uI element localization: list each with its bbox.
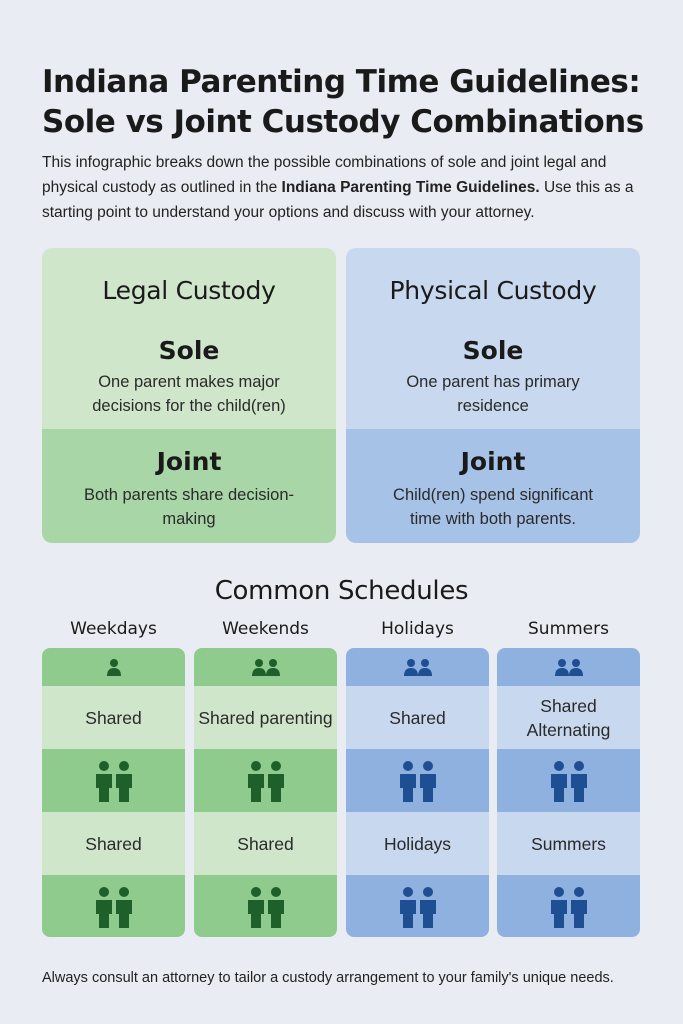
single-person-icon [106,658,122,676]
weekdays-top-icon-band [42,648,185,686]
legal-custody-title: Legal Custody [102,276,276,305]
physical-sole-title: Sole [462,336,524,365]
weekends-row-2: Shared [194,812,337,875]
weekends-column [194,648,337,937]
weekdays-column [42,648,185,937]
holidays-column [346,648,489,937]
two-people-icon [404,658,432,676]
weekdays-row-2: Shared [42,812,185,875]
legal-custody-panel [42,248,336,543]
holidays-row-2: Holidays [346,812,489,875]
weekends-icon-band-1 [194,749,337,812]
page-title [42,62,662,142]
two-people-icon [94,760,134,802]
physical-joint-section [346,429,640,543]
weekdays-icon-band-2 [42,875,185,937]
legal-sole-section [42,248,336,429]
title-line-1: Indiana Parenting Time Guidelines: [42,64,641,100]
weekdays-header: Weekdays [70,619,157,639]
common-schedules-title: Common Schedules [214,576,469,606]
two-people-icon [246,760,286,802]
legal-joint-title: Joint [156,447,222,476]
physical-custody-panel [346,248,640,543]
two-people-icon [549,886,589,928]
two-people-icon [398,760,438,802]
two-people-icon [94,886,134,928]
holidays-row-1: Shared [346,686,489,749]
holidays-header: Holidays [381,619,454,639]
two-people-icon [246,886,286,928]
physical-sole-description: One parent has primary residence [406,373,580,415]
weekends-row-1: Shared parenting [194,686,337,749]
legal-sole-description: One parent makes major decisions for the child(ren) [92,373,286,415]
holidays-top-icon-band [346,648,489,686]
two-people-icon [398,886,438,928]
intro-text-1: This infographic breaks down the possible combinations of sole and joint legal and physical custody as outlined in the [42,154,607,196]
summers-icon-band-1 [497,749,640,812]
summers-header: Summers [528,619,609,639]
two-people-icon [549,760,589,802]
title-line-2: Sole vs Joint Custody Combinations [42,104,644,140]
summers-top-icon-band [497,648,640,686]
legal-joint-description: Both parents share decision-making [83,486,295,528]
holidays-icon-band-1 [346,749,489,812]
intro-bold-text: Indiana Parenting Time Guidelines. [281,179,540,196]
legal-sole-title: Sole [158,336,220,365]
summers-row-2: Summers [497,812,640,875]
two-people-icon [252,658,280,676]
intro-paragraph [42,150,652,225]
summers-row-1: Shared Alternating [497,686,640,749]
weekends-top-icon-band [194,648,337,686]
summers-column [497,648,640,937]
intro-text-2: Use this as a starting point to understand your options and discuss with your attorney. [42,179,634,221]
holidays-icon-band-2 [346,875,489,937]
weekdays-icon-band-1 [42,749,185,812]
legal-joint-section [42,429,336,543]
physical-custody-title: Physical Custody [389,276,597,305]
two-people-icon [555,658,583,676]
summers-icon-band-2 [497,875,640,937]
weekdays-row-1: Shared [42,686,185,749]
physical-sole-section [346,248,640,429]
footer-disclaimer: Always consult an attorney to tailor a custody arrangement to your family's unique needs. [42,970,614,986]
physical-joint-title: Joint [460,447,526,476]
physical-joint-description: Child(ren) spend significant time with both parents. [393,486,593,528]
weekends-icon-band-2 [194,875,337,937]
weekends-header: Weekends [222,619,309,639]
